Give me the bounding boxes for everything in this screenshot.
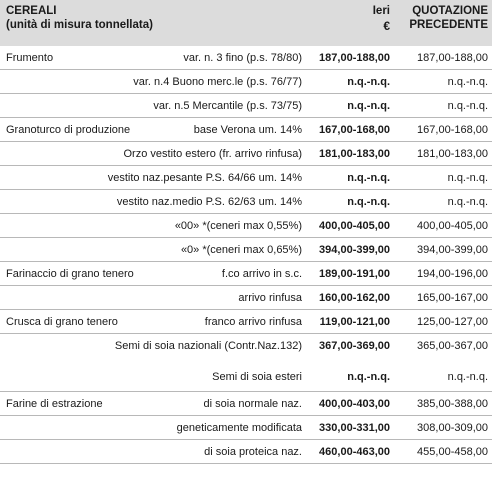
row-price-prev: 455,00-458,00 [417, 446, 488, 458]
row-price-prev: n.q.-n.q. [447, 100, 488, 112]
col-header-prev-line2: PRECEDENTE [409, 19, 488, 31]
row-spec: franco arrivo rinfusa [204, 316, 302, 328]
row-price-ieri: n.q.-n.q. [347, 100, 390, 112]
col-header-ieri-unit: € [383, 19, 390, 33]
row-price-ieri: 187,00-188,00 [319, 52, 390, 64]
row-price-ieri: 330,00-331,00 [319, 422, 390, 434]
row-spec: arrivo rinfusa [238, 292, 302, 304]
row-price-ieri: 181,00-183,00 [319, 148, 390, 160]
row-price-ieri: 160,00-162,00 [319, 292, 390, 304]
table-row [0, 416, 492, 440]
table-row [0, 142, 492, 166]
table-row [0, 190, 492, 214]
row-price-prev: 187,00-188,00 [417, 52, 488, 64]
row-spec: Semi di soia nazionali (Contr.Naz.132) [114, 340, 302, 352]
row-spec: «00» *(ceneri max 0,55%) [174, 220, 302, 232]
row-price-ieri: 400,00-405,00 [319, 220, 390, 232]
row-spec: vestito naz.pesante P.S. 64/66 um. 14% [107, 172, 302, 184]
row-price-prev: 165,00-167,00 [417, 292, 488, 304]
table-row [0, 392, 492, 416]
row-price-prev: 194,00-196,00 [417, 268, 488, 280]
row-price-prev: 400,00-405,00 [417, 220, 488, 232]
row-price-ieri: n.q.-n.q. [347, 371, 390, 383]
row-spec: var. n.5 Mercantile (p.s. 73/75) [153, 100, 302, 112]
table-header [0, 0, 492, 46]
col-header-prev-line1: QUOTAZIONE [412, 5, 488, 17]
table-title: CEREALI [6, 5, 57, 17]
row-price-prev: 167,00-168,00 [417, 124, 488, 136]
table-row [0, 46, 492, 70]
row-price-ieri: 394,00-399,00 [319, 244, 390, 256]
row-spec: f.co arrivo in s.c. [221, 268, 302, 280]
row-price-prev: n.q.-n.q. [447, 371, 488, 383]
table-row [0, 310, 492, 334]
row-price-prev: 181,00-183,00 [417, 148, 488, 160]
row-price-prev: n.q.-n.q. [447, 172, 488, 184]
table-row [0, 70, 492, 94]
table-row [0, 358, 492, 392]
table-row [0, 94, 492, 118]
row-price-ieri: 167,00-168,00 [319, 124, 390, 136]
row-product: Frumento [6, 52, 54, 64]
table-row [0, 262, 492, 286]
table-row [0, 166, 492, 190]
col-header-ieri: Ieri [372, 5, 390, 17]
row-spec: di soia normale naz. [203, 398, 302, 410]
row-price-prev: n.q.-n.q. [447, 76, 488, 88]
table-row [0, 238, 492, 262]
row-price-prev: 125,00-127,00 [417, 316, 488, 328]
row-price-ieri: n.q.-n.q. [347, 196, 390, 208]
row-price-prev: 394,00-399,00 [417, 244, 488, 256]
row-spec: di soia proteica naz. [204, 446, 302, 458]
table-row [0, 334, 492, 358]
row-spec: var. n. 3 fino (p.s. 78/80) [183, 52, 302, 64]
row-price-ieri: n.q.-n.q. [347, 76, 390, 88]
row-price-ieri: n.q.-n.q. [347, 172, 390, 184]
row-price-ieri: 400,00-403,00 [319, 398, 390, 410]
row-product: Farinaccio di grano tenero [6, 268, 134, 280]
row-price-ieri: 460,00-463,00 [319, 446, 390, 458]
row-price-prev: n.q.-n.q. [447, 196, 488, 208]
row-price-prev: 365,00-367,00 [417, 340, 488, 352]
table-row [0, 214, 492, 238]
row-price-ieri: 189,00-191,00 [319, 268, 390, 280]
row-spec: Orzo vestito estero (fr. arrivo rinfusa) [123, 148, 302, 160]
row-product: Farine di estrazione [6, 398, 103, 410]
table-unit: (unità di misura tonnellata) [6, 19, 153, 31]
row-product: Granoturco di produzione [6, 124, 131, 136]
row-spec: base Verona um. 14% [193, 124, 302, 136]
row-price-prev: 308,00-309,00 [417, 422, 488, 434]
row-spec: «0» *(ceneri max 0,65%) [180, 244, 302, 256]
row-spec: vestito naz.medio P.S. 62/63 um. 14% [116, 196, 302, 208]
row-spec: var. n.4 Buono merc.le (p.s. 76/77) [133, 76, 302, 88]
row-product: Crusca di grano tenero [6, 316, 118, 328]
row-price-ieri: 367,00-369,00 [319, 340, 390, 352]
table-row [0, 286, 492, 310]
table-row [0, 118, 492, 142]
row-price-prev: 385,00-388,00 [417, 398, 488, 410]
row-spec: Semi di soia esteri [212, 371, 302, 383]
table-row [0, 440, 492, 464]
row-spec: geneticamente modificata [176, 422, 302, 434]
row-price-ieri: 119,00-121,00 [319, 316, 390, 328]
